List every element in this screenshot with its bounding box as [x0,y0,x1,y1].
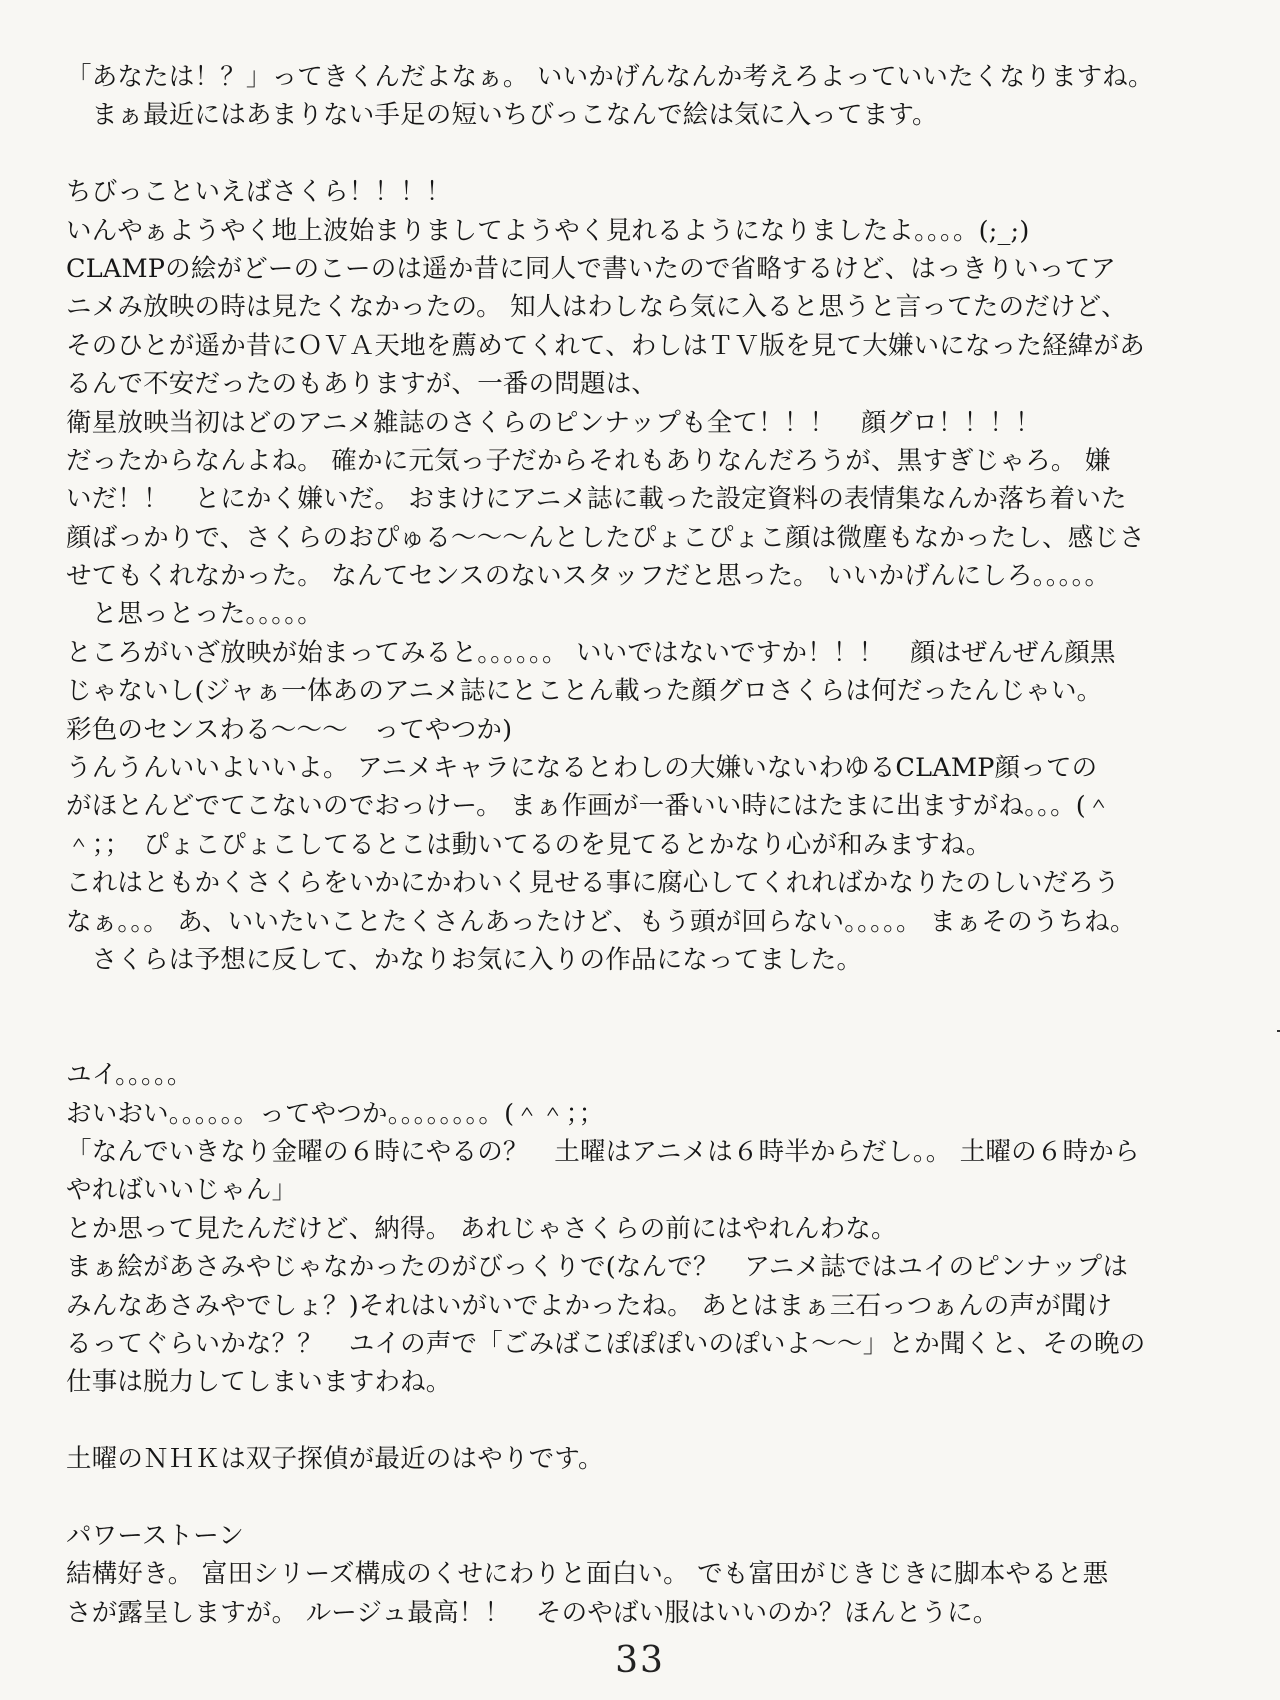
text-line: なぁ。。。 あ、いいたいことたくさんあったけど、もう頭が回らない。。。。。 まぁそのうちね。 [66,906,1136,937]
text-line: がほとんどでてこないのでおっけー。 まぁ作画が一番いい時にはたまに出ますがね。。。(＾ [66,791,1112,822]
blank-line [66,979,1196,1017]
text-line: と思っとった。。。。。 [66,599,323,630]
text-line: さくらは予想に反して、かなりお気に入りの作品になってました。 [66,944,863,975]
text-line: いだ！！ とにかく嫌いだ。 おまけにアニメ誌に載った設定資料の表情集なんか落ち着いた [66,484,1127,515]
text-line: ＾；； ぴょこぴょこしてるとこは動いてるのを見てるとかなり心が和みますね。 [66,829,992,860]
text-line: まぁ最近にはあまりない手足の短いちびっこなんで絵は気に入ってます。 [66,100,938,131]
text-line: 「なんでいきなり金曜の６時にやるの？ 土曜はアニメは６時半からだし。。 土曜の６時から [66,1136,1140,1167]
text-line: パワーストーン [66,1520,245,1551]
text-line: 彩色のセンスわる〜〜〜 ってやつか) [66,714,513,745]
text-line: 結構好き。 富田シリーズ構成のくせにわりと面白い。 でも富田がじきじきに脚本やると悪 [66,1559,1109,1590]
text-line: まぁ絵があさみやじゃなかったのがびっくりで(なんで？ アニメ誌ではユイのピンナップは [66,1252,1129,1283]
blank-line [66,135,1196,173]
text-line: これはともかくさくらをいかにかわいく見せる事に腐心してくれればかなりたのしいだろう [66,868,1120,899]
text-line: みんなあさみやでしょ？)それはいがいでよかったね。 あとはまぁ三石っつぁんの声が聞け [66,1290,1113,1321]
text-line: CLAMPの絵がどーのこーのは遥か昔に同人で書いたので省略するけど、はっきりいってア [66,253,1117,284]
text-line: るんで不安だったのもありますが、一番の問題は、 [66,369,658,400]
text-line: ちびっこといえばさくら！！！！ [66,177,452,208]
text-line: とか思って見たんだけど、納得。 あれじゃさくらの前にはやれんわな。 [66,1213,897,1244]
text-line: るってぐらいかな？？ ユイの声で「ごみばこぽぽぽいのぽいよ〜〜」とか聞くと、その晩の [66,1328,1146,1359]
text-line: いんやぁようやく地上波始まりましてようやく見れるようになりましたよ。。。。(;_;) [66,215,1030,246]
text-line: やればいいじゃん」 [66,1175,298,1206]
text-line: 衛星放映当初はどのアニメ雑誌のさくらのピンナップも全て！！！ 顔グロ！！！！ [66,407,1041,438]
page-number: 33 [615,1640,665,1681]
text-line: せてもくれなかった。 なんてセンスのないスタッフだと思った。 いいかげんにしろ。。。。。 [66,561,1111,592]
text-line: ニメみ放映の時は見たくなかったの。 知人はわしなら気に入ると思うと言ってたのだけど、 [66,292,1127,323]
body-text [66,58,1196,1632]
text-line: 仕事は脱力してしまいますわね。 [66,1367,452,1398]
text-line: うんうんいいよいいよ。 アニメキャラになるとわしの大嫌いないわゆるCLAMP顔っての [66,753,1098,784]
text-line: おいおい。。。。。。ってやつか。。。。。。。。(＾＾；； [66,1098,605,1129]
blank-line [66,1478,1196,1516]
text-line: そのひとが遥か昔にＯＶＡ天地を薦めてくれて、わしはＴＶ版を見て大嫌いになった経緯があ [66,330,1145,361]
blank-line [66,1018,1196,1056]
text-line: 「あなたは！？」ってきくんだよなぁ。 いいかげんなんか考えろよっていいたくなりますね。 [66,62,1154,92]
text-line: さが露呈しますが。 ルージュ最高！！ そのやばい服はいいのか？ほんとうに。 [66,1597,999,1628]
text-line: じゃないし(ジャぁ一体あのアニメ誌にとことん載った顔グロさくらは何だったんじゃい。 [66,676,1103,707]
text-line: ところがいざ放映が始まってみると。。。。。。 いいではないですか！！！ 顔はぜんぜん顔黒 [66,637,1116,668]
text-line: 土曜のＮＨＫは双子探偵が最近のはやりです。 [66,1444,604,1475]
text-line: 顔ばっかりで、さくらのおぴゅる〜〜〜んとしたぴょこぴょこ顔は微塵もなかったし、感じさ [66,522,1145,553]
text-line: だったからなんよね。 確かに元気っ子だからそれもありなんだろうが、黒すぎじゃろ。 嫌 [66,445,1111,476]
text-line: ユイ。。。。。 [66,1060,193,1091]
blank-line [66,1402,1196,1440]
